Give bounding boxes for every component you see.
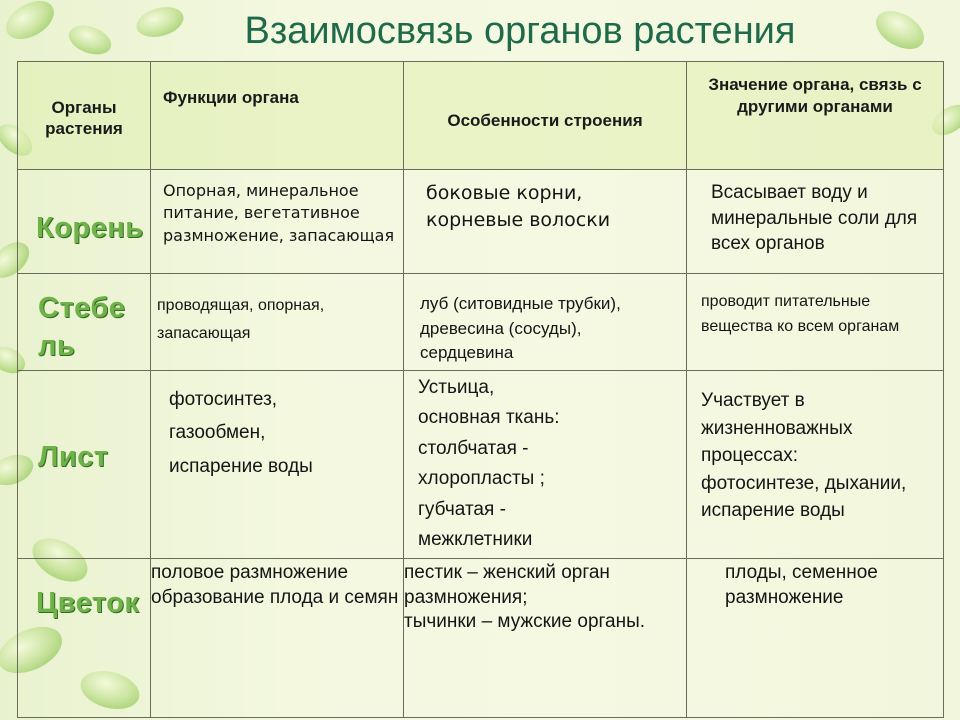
structure-cell [404,371,687,559]
function-cell [151,371,404,559]
organ-name-stem-part2: ль [38,330,76,362]
organ-name-stem-part1: Стебе [38,292,126,324]
meaning-cell [687,170,944,274]
header-meaning: Значение органа, связь с другими органами [687,62,944,170]
meaning-text: Всасывает воду и минеральные соли для всех органов [711,182,918,255]
header-function: Функции органа [151,62,404,170]
meaning-text: Участвует в жизненноважных процессах: фотосинтезе, дыхании, испарение воды [701,390,907,522]
structure-text: луб (ситовидные трубки), древесина (сосуды), сердцевина [420,294,621,363]
table-row [18,371,944,559]
organ-cell [18,274,151,371]
structure-text: боковые корни, корневые волоски [426,182,611,231]
organs-table [17,61,944,718]
table-row [18,170,944,274]
function-text: Опорная, минеральное питание, вегетативное размножение, запасающая [163,181,395,245]
meaning-cell [687,559,944,718]
function-text: половое размножение образование плода и семян [151,562,399,608]
meaning-cell [687,274,944,371]
table-header-row [18,62,944,170]
organ-name-root: Корень [36,212,144,244]
function-cell [151,559,404,718]
organ-cell [18,559,151,718]
organ-name-flower: Цветок [36,587,140,619]
meaning-text: проводит питательные вещества ко всем органам [701,293,900,335]
structure-cell [404,170,687,274]
meaning-text: плоды, семенное размножение [725,562,878,608]
function-text: фотосинтез, газообмен, испарение воды [169,389,313,477]
structure-cell [404,559,687,718]
function-cell [151,274,404,371]
organ-name-leaf: Лист [38,441,109,473]
table-row [18,274,944,371]
page-title: Взаимосвязь органов растения [244,10,796,52]
function-text: проводящая, опорная, запасающая [157,297,325,342]
organ-cell [18,371,151,559]
header-organ: Органы растения [18,62,151,170]
structure-text: Устьица, основная ткань: столбчатая - хлоропласты ; губчатая - межклетники [418,377,560,550]
table-row [18,559,944,718]
structure-cell [404,274,687,371]
meaning-cell [687,371,944,559]
header-structure: Особенности строения [404,62,687,170]
function-cell [151,170,404,274]
organ-cell [18,170,151,274]
structure-text: пестик – женский орган размножения; тычинки – мужские органы. [404,562,646,633]
